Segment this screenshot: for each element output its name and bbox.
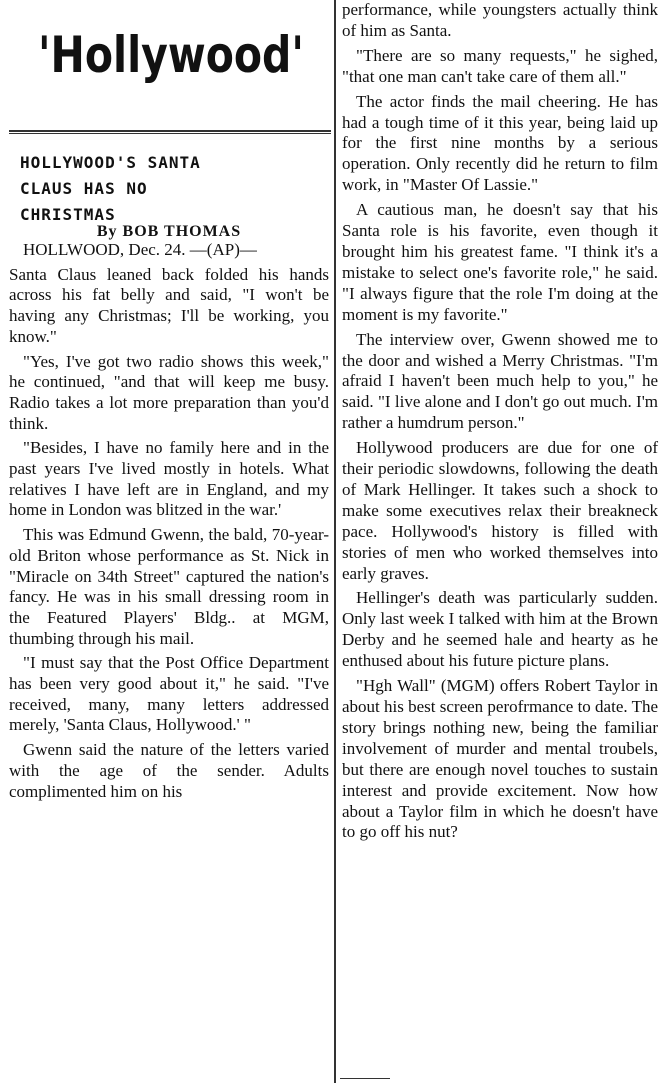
headline-line-2: CLAUS HAS NO <box>20 179 148 198</box>
paragraph: The actor finds the mail cheering. He has had a tough time of it this year, being laid up for the first nine months by a serious operation. Only recently did he return to film work, in "Master Of Lassie." <box>342 91 658 195</box>
article-byline: By BOB THOMAS <box>96 223 242 240</box>
article-body-left <box>9 240 329 806</box>
article-dateline: HOLLWOOD, Dec. 24. —(AP)— <box>23 240 257 259</box>
headline-line-3: CHRISTMAS <box>20 205 116 224</box>
masthead-rule <box>9 130 331 132</box>
paragraph: "Yes, I've got two radio shows this week," he continued, "and that will keep me busy. Radio takes a lot more preparation than you'd think. <box>9 351 329 433</box>
masthead <box>9 0 331 130</box>
paragraph: This was Edmund Gwenn, the bald, 70-year-old Briton whose performance as St. Nick in "Miracle on 34th Street" captured the nation's fancy. He was in his small dressing room in the Featured Players' Bldg.. at MGM, thumbing through his mail. <box>9 525 329 648</box>
paragraph: Santa Claus leaned back folded his hands across his fat belly and said, "I won't be having any Christmas; I'll be working, you know." <box>9 264 329 346</box>
masthead-title: 'Hollywood' <box>37 26 304 84</box>
masthead-rule-thin <box>9 133 331 134</box>
column-divider <box>334 0 336 1083</box>
paragraph: The interview over, Gwenn showed me to the door and wished a Merry Christmas. "I'm afraid I haven't been much help to you," he said. "I live alone and I don't go out much. I'm rather a humdrum person." <box>342 329 658 433</box>
paragraph: Gwenn said the nature of the letters varied with the age of the sender. Adults complimented him on his <box>9 740 329 801</box>
paragraph: "I must say that the Post Office Department has been very good about it," he said. "I've received, many, many letters addressed merely, 'Santa Claus, Hollywood.' " <box>9 653 329 735</box>
end-rule <box>340 1078 390 1079</box>
article-body-right <box>342 0 658 847</box>
paragraph: Hollywood producers are due for one of their periodic slowdowns, following the death of Mark Hellinger. It takes such a shock to make some executives relax their breakneck pace. Hollywood's history is filled with stories of men who worked themselves into early graves. <box>342 438 658 583</box>
paragraph: A cautious man, he doesn't say that his Santa role is his favorite, even though it brought him his greatest fame. "I think it's a mistake to select one's favorite role," he said. "I always figure that the role I'm doing at the moment is my favorite." <box>342 200 658 324</box>
paragraph: Hellinger's death was particularly sudden. Only last week I talked with him at the Brown Derby and he seemed hale and hearty as he enthused about his future picture plans. <box>342 588 658 671</box>
article-headline <box>20 150 320 228</box>
paragraph: "Besides, I have no family here and in the past years I've lived mostly in hotels. What relatives I have left are in England, and my home in London was blitzed in the war.' <box>9 438 329 520</box>
headline-line-1: HOLLYWOOD'S SANTA <box>20 153 201 172</box>
paragraph: "Hgh Wall" (MGM) offers Robert Taylor in about his best screen perofrmance to date. The story brings nothing new, being the familiar involvement of murder and mental troubels, but there are enough novel touches to sustain interest and provide excitement. Now how about a Taylor film in which he doesn't have to go off his nut? <box>342 676 658 842</box>
paragraph: performance, while youngsters actually think of him as Santa. <box>342 0 658 40</box>
paragraph: "There are so many requests," he sighed, "that one man can't take care of them all." <box>342 45 658 86</box>
